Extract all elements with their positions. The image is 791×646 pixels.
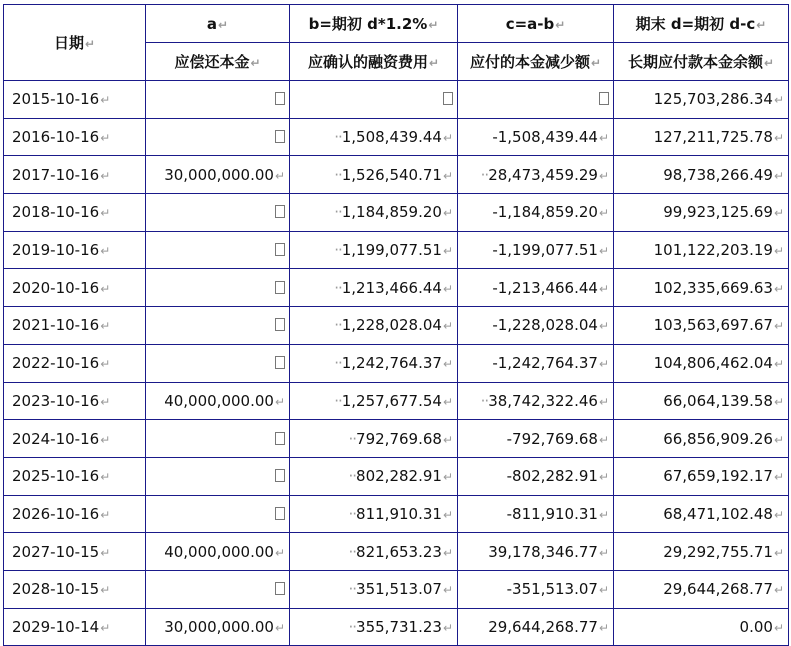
value-cell-d: 104,806,462.04↵ [614,344,789,382]
header-col-a: a↵ [146,5,290,43]
value-cell-d: 29,292,755.71↵ [614,533,789,571]
empty-cell-marker [275,205,285,218]
value-cell-c: -811,910.31↵ [458,495,614,533]
value-cell-d: 101,122,203.19↵ [614,231,789,269]
table-row [4,231,789,269]
value-cell-d: 125,703,286.34↵ [614,81,789,119]
value-cell-a [146,307,290,345]
date-cell: 2021-10-16↵ [4,307,146,345]
table-row [4,420,789,458]
date-cell: 2024-10-16↵ [4,420,146,458]
date-cell: 2022-10-16↵ [4,344,146,382]
value-cell-a [146,457,290,495]
empty-cell-marker [275,130,285,143]
value-cell-b: ··821,653.23↵ [290,533,458,571]
value-cell-b: ··811,910.31↵ [290,495,458,533]
empty-cell-marker [275,92,285,105]
empty-cell-marker [275,432,285,445]
value-cell-b: ··351,513.07↵ [290,570,458,608]
value-cell-a: 30,000,000.00↵ [146,608,290,646]
value-cell-b: ··1,257,677.54↵ [290,382,458,420]
date-cell: 2023-10-16↵ [4,382,146,420]
empty-cell-marker [599,92,609,105]
value-cell-d: 102,335,669.63↵ [614,269,789,307]
table-row [4,118,789,156]
header-col-d: 期末 d=期初 d-c↵ [614,5,789,43]
empty-cell-marker [275,356,285,369]
value-cell-c [458,81,614,119]
header-col-c: c=a-b↵ [458,5,614,43]
value-cell-c: 29,644,268.77↵ [458,608,614,646]
value-cell-a [146,269,290,307]
table-row [4,156,789,194]
empty-cell-marker [275,582,285,595]
value-cell-c: ··28,473,459.29↵ [458,156,614,194]
value-cell-d: 0.00↵ [614,608,789,646]
date-cell: 2026-10-16↵ [4,495,146,533]
header-col-b: b=期初 d*1.2%↵ [290,5,458,43]
value-cell-c: 39,178,346.77↵ [458,533,614,571]
table-row [4,570,789,608]
date-cell: 2020-10-16↵ [4,269,146,307]
value-cell-b: ··792,769.68↵ [290,420,458,458]
value-cell-a: 30,000,000.00↵ [146,156,290,194]
value-cell-c: -351,513.07↵ [458,570,614,608]
value-cell-a: 40,000,000.00↵ [146,382,290,420]
value-cell-c: ··38,742,322.46↵ [458,382,614,420]
value-cell-d: 103,563,697.67↵ [614,307,789,345]
empty-cell-marker [275,243,285,256]
empty-cell-marker [275,469,285,482]
value-cell-a [146,81,290,119]
date-cell: 2025-10-16↵ [4,457,146,495]
date-cell: 2028-10-15↵ [4,570,146,608]
value-cell-c: -1,242,764.37↵ [458,344,614,382]
value-cell-b [290,81,458,119]
table-row [4,495,789,533]
value-cell-b: ··1,184,859.20↵ [290,194,458,232]
value-cell-c: -1,184,859.20↵ [458,194,614,232]
value-cell-d: 29,644,268.77↵ [614,570,789,608]
date-cell: 2019-10-16↵ [4,231,146,269]
value-cell-a [146,570,290,608]
subheader-d: 长期应付款本金余额↵ [614,43,789,81]
value-cell-c: -1,228,028.04↵ [458,307,614,345]
table-row [4,608,789,646]
table-row [4,307,789,345]
value-cell-b: ··802,282.91↵ [290,457,458,495]
date-cell: 2018-10-16↵ [4,194,146,232]
value-cell-d: 66,064,139.58↵ [614,382,789,420]
date-cell: 2016-10-16↵ [4,118,146,156]
value-cell-b: ··1,526,540.71↵ [290,156,458,194]
empty-cell-marker [443,92,453,105]
value-cell-c: -1,199,077.51↵ [458,231,614,269]
value-cell-a [146,495,290,533]
table-row [4,382,789,420]
value-cell-c: -792,769.68↵ [458,420,614,458]
value-cell-a: 40,000,000.00↵ [146,533,290,571]
value-cell-d: 98,738,266.49↵ [614,156,789,194]
value-cell-b: ··1,242,764.37↵ [290,344,458,382]
table-row [4,194,789,232]
value-cell-a [146,118,290,156]
date-cell: 2017-10-16↵ [4,156,146,194]
value-cell-b: ··1,199,077.51↵ [290,231,458,269]
value-cell-a [146,231,290,269]
date-cell: 2015-10-16↵ [4,81,146,119]
subheader-c: 应付的本金减少额↵ [458,43,614,81]
subheader-b: 应确认的融资费用↵ [290,43,458,81]
empty-cell-marker [275,281,285,294]
value-cell-d: 99,923,125.69↵ [614,194,789,232]
header-row-1 [4,5,789,43]
date-cell: 2027-10-15↵ [4,533,146,571]
value-cell-a [146,344,290,382]
value-cell-d: 68,471,102.48↵ [614,495,789,533]
value-cell-d: 66,856,909.26↵ [614,420,789,458]
table-row [4,457,789,495]
header-date: 日期↵ [4,5,146,81]
value-cell-c: -802,282.91↵ [458,457,614,495]
table-row [4,344,789,382]
table-row [4,269,789,307]
subheader-a: 应偿还本金↵ [146,43,290,81]
value-cell-d: 127,211,725.78↵ [614,118,789,156]
value-cell-b: ··1,508,439.44↵ [290,118,458,156]
value-cell-c: -1,508,439.44↵ [458,118,614,156]
date-cell: 2029-10-14↵ [4,608,146,646]
value-cell-b: ··1,213,466.44↵ [290,269,458,307]
value-cell-a [146,194,290,232]
empty-cell-marker [275,318,285,331]
amortization-table [3,4,789,646]
value-cell-d: 67,659,192.17↵ [614,457,789,495]
table-row [4,533,789,571]
value-cell-c: -1,213,466.44↵ [458,269,614,307]
value-cell-b: ··355,731.23↵ [290,608,458,646]
empty-cell-marker [275,507,285,520]
table-row [4,81,789,119]
value-cell-a [146,420,290,458]
value-cell-b: ··1,228,028.04↵ [290,307,458,345]
